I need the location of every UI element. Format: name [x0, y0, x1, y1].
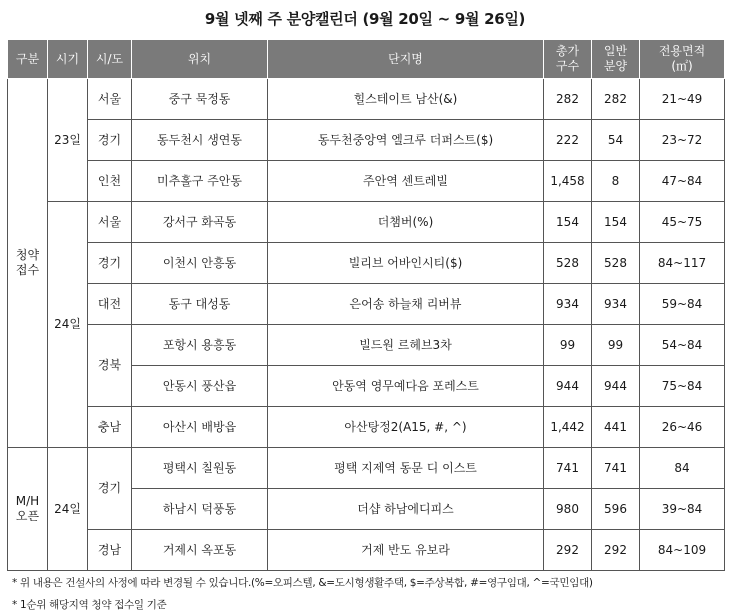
location-cell: 미추홀구 주안동: [132, 161, 268, 202]
area-cell: 84: [640, 448, 725, 489]
total-households-cell: 741: [544, 448, 592, 489]
table-row: [8, 325, 725, 366]
total-households-cell: 1,442: [544, 407, 592, 448]
region-cell: 충남: [88, 407, 132, 448]
complex-cell: 힐스테이트 남산(&): [268, 79, 544, 120]
general-sale-cell: 741: [592, 448, 640, 489]
area-cell: 84~117: [640, 243, 725, 284]
general-sale-cell: 934: [592, 284, 640, 325]
location-cell: 거제시 옥포동: [132, 530, 268, 571]
area-cell: 54~84: [640, 325, 725, 366]
region-cell: 경기: [88, 120, 132, 161]
complex-cell: 빌리브 어바인시티($): [268, 243, 544, 284]
complex-cell: 거제 반도 유보라: [268, 530, 544, 571]
location-cell: 중구 묵정동: [132, 79, 268, 120]
total-households-cell: 292: [544, 530, 592, 571]
area-cell: 39~84: [640, 489, 725, 530]
region-cell: 인천: [88, 161, 132, 202]
area-cell: 75~84: [640, 366, 725, 407]
total-households-cell: 282: [544, 79, 592, 120]
total-households-cell: 222: [544, 120, 592, 161]
header-timing: 시기: [48, 40, 88, 79]
region-cell: 서울: [88, 202, 132, 243]
table-row: [8, 448, 725, 489]
region-cell: 경기: [88, 243, 132, 284]
general-sale-cell: 596: [592, 489, 640, 530]
total-households-cell: 1,458: [544, 161, 592, 202]
location-cell: 동두천시 생연동: [132, 120, 268, 161]
region-cell: 경기: [88, 448, 132, 530]
total-households-cell: 528: [544, 243, 592, 284]
header-exclusive-area: 전용면적 (㎡): [640, 40, 725, 79]
location-cell: 동구 대성동: [132, 284, 268, 325]
table-row: [8, 284, 725, 325]
general-sale-cell: 54: [592, 120, 640, 161]
complex-cell: 안동역 영무예다음 포레스트: [268, 366, 544, 407]
header-complex: 단지명: [268, 40, 544, 79]
sales-calendar-table: [7, 39, 725, 571]
table-row: [8, 530, 725, 571]
table-row: [8, 202, 725, 243]
location-cell: 강서구 화곡동: [132, 202, 268, 243]
total-households-cell: 99: [544, 325, 592, 366]
region-cell: 서울: [88, 79, 132, 120]
area-cell: 47~84: [640, 161, 725, 202]
area-cell: 26~46: [640, 407, 725, 448]
location-cell: 안동시 풍산읍: [132, 366, 268, 407]
timing-23: 23일: [48, 79, 88, 202]
header-region: 시/도: [88, 40, 132, 79]
complex-cell: 은어송 하늘채 리버뷰: [268, 284, 544, 325]
complex-cell: 더챔버(%): [268, 202, 544, 243]
location-cell: 아산시 배방읍: [132, 407, 268, 448]
complex-cell: 더샵 하남에디피스: [268, 489, 544, 530]
general-sale-cell: 282: [592, 79, 640, 120]
timing-24-mh: 24일: [48, 448, 88, 571]
table-row: [8, 407, 725, 448]
total-households-cell: 154: [544, 202, 592, 243]
complex-cell: 평택 지제역 동문 디 이스트: [268, 448, 544, 489]
complex-cell: 주안역 센트레빌: [268, 161, 544, 202]
page-title: 9월 넷째 주 분양캘린더 (9월 20일 ~ 9월 26일): [204, 10, 526, 28]
general-sale-cell: 292: [592, 530, 640, 571]
area-cell: 84~109: [640, 530, 725, 571]
location-cell: 이천시 안흥동: [132, 243, 268, 284]
timing-24: 24일: [48, 202, 88, 448]
area-cell: 21~49: [640, 79, 725, 120]
category-subscription: 청약 접수: [8, 79, 48, 448]
area-cell: 23~72: [640, 120, 725, 161]
header-location: 위치: [132, 40, 268, 79]
header-general-sale: 일반 분양: [592, 40, 640, 79]
total-households-cell: 934: [544, 284, 592, 325]
general-sale-cell: 154: [592, 202, 640, 243]
general-sale-cell: 944: [592, 366, 640, 407]
table-row: [8, 161, 725, 202]
general-sale-cell: 99: [592, 325, 640, 366]
total-households-cell: 980: [544, 489, 592, 530]
complex-cell: 빌드원 르헤브3차: [268, 325, 544, 366]
total-households-cell: 944: [544, 366, 592, 407]
general-sale-cell: 8: [592, 161, 640, 202]
location-cell: 평택시 칠원동: [132, 448, 268, 489]
area-cell: 45~75: [640, 202, 725, 243]
footnote-legend: * 위 내용은 건설사의 사정에 따라 변경될 수 있습니다.(%=오피스텔, &=도시형생활주택, $=주상복합, #=영구임대, ^=국민임대): [12, 577, 593, 589]
table-header-row: [8, 40, 725, 79]
category-mh-open: M/H 오픈: [8, 448, 48, 571]
table-row: [8, 79, 725, 120]
header-total-households: 총가 구수: [544, 40, 592, 79]
area-cell: 59~84: [640, 284, 725, 325]
general-sale-cell: 528: [592, 243, 640, 284]
region-cell: 경북: [88, 325, 132, 407]
table-row: [8, 120, 725, 161]
general-sale-cell: 441: [592, 407, 640, 448]
complex-cell: 아산탕정2(A15, #, ^): [268, 407, 544, 448]
footnote-basis: * 1순위 해당지역 청약 접수일 기준: [12, 599, 167, 611]
header-category: 구분: [8, 40, 48, 79]
location-cell: 포항시 용흥동: [132, 325, 268, 366]
region-cell: 경남: [88, 530, 132, 571]
location-cell: 하남시 덕풍동: [132, 489, 268, 530]
region-cell: 대전: [88, 284, 132, 325]
complex-cell: 동두천중앙역 엘크루 더퍼스트($): [268, 120, 544, 161]
table-row: [8, 243, 725, 284]
